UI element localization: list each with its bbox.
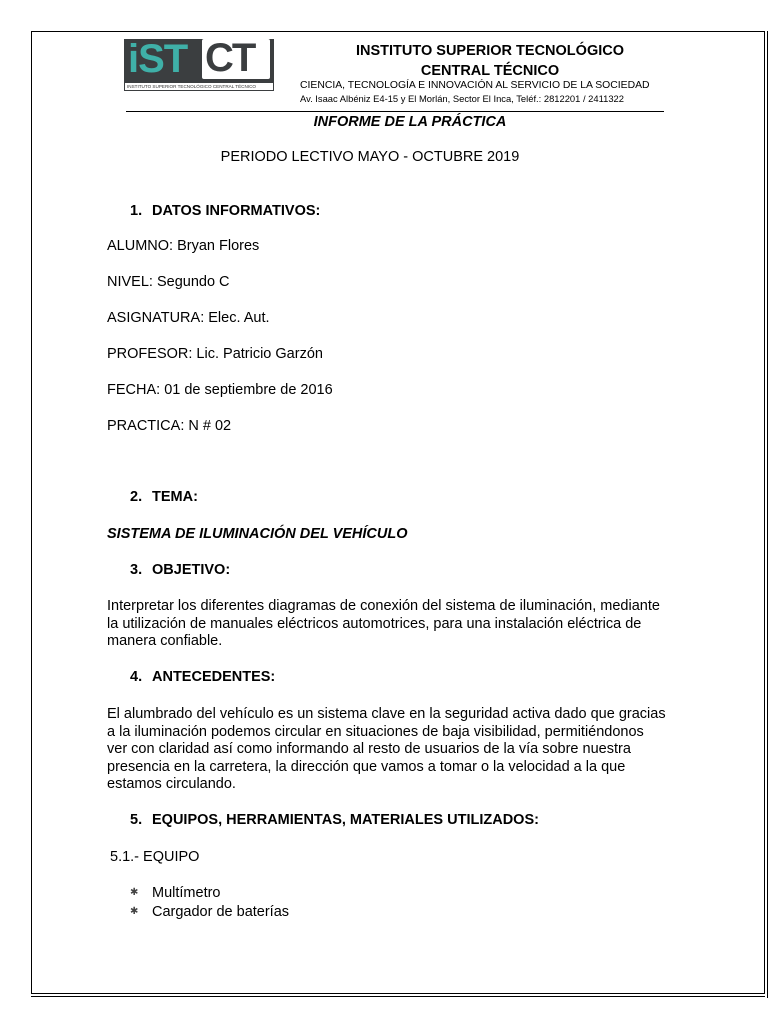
section-title: DATOS INFORMATIVOS: [152, 203, 321, 219]
list-item [130, 904, 289, 920]
tema-text: SISTEMA DE ILUMINACIÓN DEL VEHÍCULO [107, 526, 408, 542]
section-title: OBJETIVO: [152, 562, 231, 578]
objetivo-paragraph: Interpretar los diferentes diagramas de conexión del sistema de iluminación, mediante la utilización de manuales eléctricos automotrices, para una instalación eléctrica de manera confiable. [107, 598, 660, 649]
logo-box-ct [202, 36, 270, 80]
field-practica: PRACTICA: N # 02 [107, 418, 232, 434]
antecedentes-paragraph: El alumbrado del vehículo es un sistema clave en la seguridad activa dado que gracias a la iluminación podemos circular en situaciones de baja visibilidad, permitiéndonos ver con claridad así como informando al resto de usuarios de la vía sobre nuestra presencia en la carretera, la dirección que vamos a tomar o la velocidad a la que estamos circulando. [107, 706, 666, 792]
section-title: ANTECEDENTES: [152, 669, 276, 685]
page-border-shadow-bottom [31, 996, 765, 997]
field-nivel: NIVEL: Segundo C [107, 274, 230, 290]
section-number: 1. [130, 203, 143, 219]
section-heading-tema [130, 489, 198, 505]
section-number: 3. [130, 562, 143, 578]
logo-text-ct: CT [205, 36, 255, 80]
section-heading-datos [130, 203, 320, 219]
section-title: TEMA: [152, 489, 198, 505]
section-title: EQUIPOS, HERRAMIENTAS, MATERIALES UTILIZADOS: [152, 812, 539, 828]
logo-mark [124, 36, 274, 83]
subsection-equipo: 5.1.- EQUIPO [110, 849, 200, 865]
list-item-text: Multímetro [152, 885, 221, 901]
field-alumno: ALUMNO: Bryan Flores [107, 238, 260, 254]
asterisk-bullet-icon: ✱ [130, 906, 139, 917]
report-title: INFORME DE LA PRÁCTICA [313, 114, 507, 130]
section-heading-objetivo [130, 562, 230, 578]
institution-name-line2: CENTRAL TÉCNICO [420, 63, 560, 79]
logo-subtitle: INSTITUTO SUPERIOR TECNOLÓGICO CENTRAL TÉCNICO [124, 82, 274, 91]
logo-text-ist: iST [128, 37, 188, 81]
field-fecha: FECHA: 01 de septiembre de 2016 [107, 382, 333, 398]
field-profesor: PROFESOR: Lic. Patricio Garzón [107, 346, 323, 362]
section-number: 2. [130, 489, 143, 505]
header-divider [126, 111, 664, 112]
institution-name-line1: INSTITUTO SUPERIOR TECNOLÓGICO [356, 43, 624, 59]
institution-logo [124, 36, 274, 91]
section-heading-equipos [130, 812, 539, 828]
section-number: 4. [130, 669, 143, 685]
section-number: 5. [130, 812, 143, 828]
asterisk-bullet-icon: ✱ [130, 887, 139, 898]
institution-motto: CIENCIA, TECNOLOGÍA E INNOVACIÓN AL SERVICIO DE LA SOCIEDAD [300, 80, 650, 91]
list-item [130, 885, 221, 901]
field-asignatura: ASIGNATURA: Elec. Aut. [107, 310, 270, 326]
academic-period: PERIODO LECTIVO MAYO - OCTUBRE 2019 [220, 149, 520, 165]
list-item-text: Cargador de baterías [152, 904, 290, 920]
section-heading-antecedentes [130, 669, 275, 685]
institution-address: Av. Isaac Albéniz E4-15 y El Morlán, Sector El Inca, Teléf.: 2812201 / 2411322 [300, 93, 624, 104]
